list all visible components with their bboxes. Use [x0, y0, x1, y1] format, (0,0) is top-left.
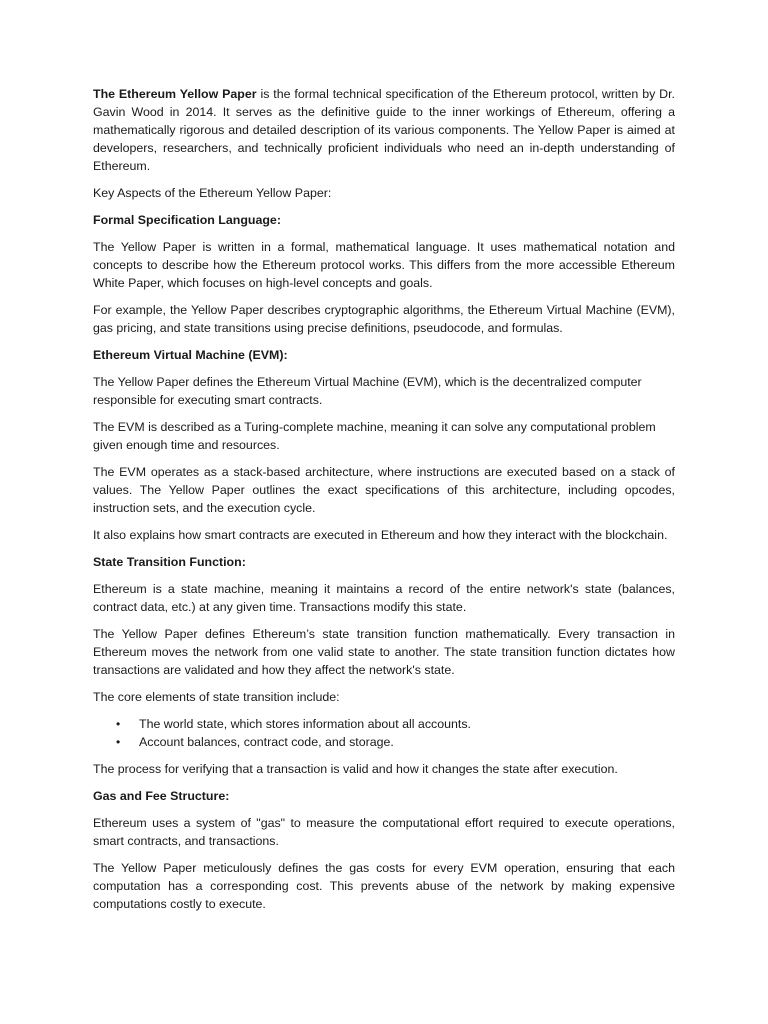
stf-paragraph-1: Ethereum is a state machine, meaning it maintains a record of the entire network's state (balances, contract data, etc.) at any given time. Transactions modify this state. [93, 582, 675, 614]
evm-paragraph-2: The EVM is described as a Turing-complete machine, meaning it can solve any computational problem given enough time and resources. [93, 420, 656, 452]
formal-paragraph-1: The Yellow Paper is written in a formal, mathematical language. It uses mathematical notation and concepts to describe how the Ethereum protocol works. This differs from the more accessible Ethereum White Paper, which focuses on high-level concepts and goals. [93, 240, 675, 290]
section-heading-gas: Gas and Fee Structure: [93, 789, 230, 803]
document-page [93, 85, 675, 922]
stf-bullet-list [93, 715, 675, 751]
formal-paragraph-2: For example, the Yellow Paper describes cryptographic algorithms, the Ethereum Virtual Machine (EVM), gas pricing, and state transitions using precise definitions, pseudocode, and formulas. [93, 303, 675, 335]
intro-text: is the formal technical specification of the Ethereum protocol, written by Dr. Gavin Wood in 2014. It serves as the definitive guide to the inner workings of Ethereum, offering a mathematically rigorous and detailed description of its various components. The Yellow Paper is aimed at developers, researchers, and technically proficient individuals who need an in-depth understanding of Ethereum. [93, 87, 675, 173]
bullet-icon: • [116, 717, 121, 731]
section-heading-state-transition: State Transition Function: [93, 555, 246, 569]
section-heading-evm: Ethereum Virtual Machine (EVM): [93, 348, 288, 362]
gas-paragraph-2: The Yellow Paper meticulously defines the gas costs for every EVM operation, ensuring that each computation has a corresponding cost. This prevents abuse of the network by making expensive computations costly to execute. [93, 861, 675, 911]
list-item-text: The world state, which stores information about all accounts. [139, 717, 471, 731]
stf-paragraph-4: The process for verifying that a transaction is valid and how it changes the state after execution. [93, 762, 618, 776]
section-heading-formal: Formal Specification Language: [93, 213, 281, 227]
evm-paragraph-3: The EVM operates as a stack-based architecture, where instructions are executed based on a stack of values. The Yellow Paper outlines the exact specifications of this architecture, including opcodes, instruction sets, and the execution cycle. [93, 465, 675, 515]
stf-paragraph-2: The Yellow Paper defines Ethereum’s state transition function mathematically. Every transaction in Ethereum moves the network from one valid state to another. The state transition function dictates how transactions are validated and how they affect the network's state. [93, 627, 675, 677]
bullet-icon: • [116, 735, 121, 749]
list-item-text: Account balances, contract code, and storage. [139, 735, 394, 749]
gas-paragraph-1: Ethereum uses a system of "gas" to measure the computational effort required to execute operations, smart contracts, and transactions. [93, 816, 675, 848]
evm-paragraph-1: The Yellow Paper defines the Ethereum Virtual Machine (EVM), which is the decentralized computer responsible for executing smart contracts. [93, 375, 642, 407]
list-item [93, 733, 675, 751]
intro-paragraph [93, 85, 675, 175]
stf-paragraph-3: The core elements of state transition include: [93, 690, 340, 704]
key-aspects-line: Key Aspects of the Ethereum Yellow Paper: [93, 186, 332, 200]
intro-bold-lead: The Ethereum Yellow Paper [93, 87, 257, 101]
evm-paragraph-4: It also explains how smart contracts are executed in Ethereum and how they interact with the blockchain. [93, 528, 668, 542]
list-item [93, 715, 675, 733]
